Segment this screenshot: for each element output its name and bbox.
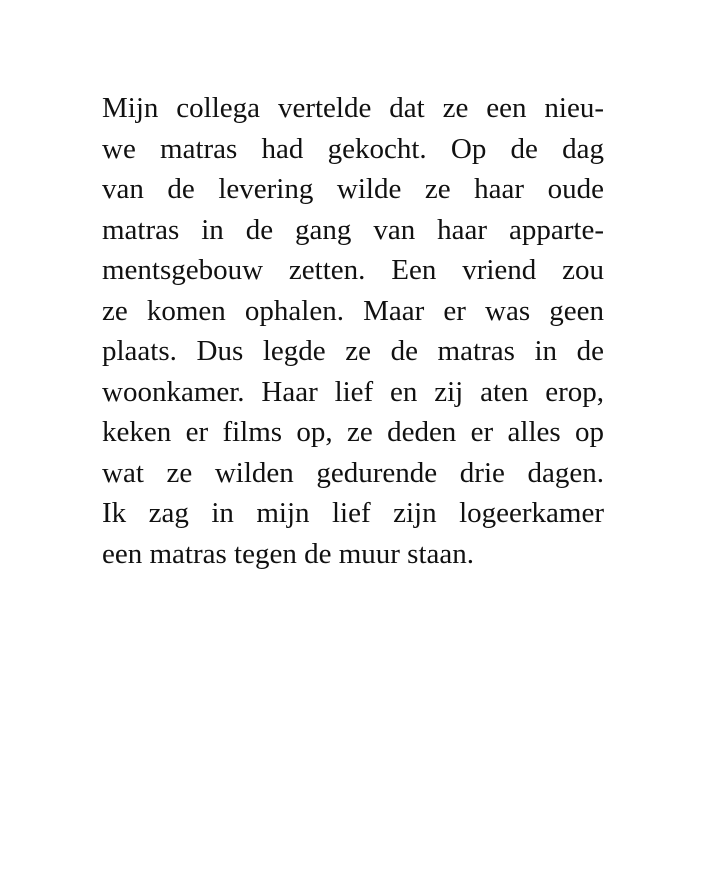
text-line-5: mentsgebouw zetten. Een vriend zou bbox=[102, 254, 604, 286]
text-line-12: een matras tegen de muur staan. bbox=[102, 537, 475, 570]
text-line-10: wat ze wilden gedurende drie dagen. bbox=[102, 456, 604, 489]
text-line-8: woonkamer. Haar lief en zij aten erop, bbox=[102, 375, 604, 408]
text-line-3: van de levering wilde ze haar oude bbox=[102, 173, 604, 205]
text-line-7: plaats. Dus legde ze de matras in de bbox=[102, 335, 604, 367]
text-line-1: Mijn collega vertelde dat ze een nieu- bbox=[102, 92, 604, 124]
text-line-2: we matras had gekocht. Op de dag bbox=[102, 132, 604, 165]
text-line-4: matras in de gang van haar apparte- bbox=[102, 213, 604, 246]
body-paragraph bbox=[102, 88, 604, 574]
text-line-9: keken er films op, ze deden er alles op bbox=[102, 416, 604, 448]
text-line-6: ze komen ophalen. Maar er was geen bbox=[102, 294, 604, 327]
text-line-11: Ik zag in mijn lief zijn logeerkamer bbox=[102, 497, 604, 529]
